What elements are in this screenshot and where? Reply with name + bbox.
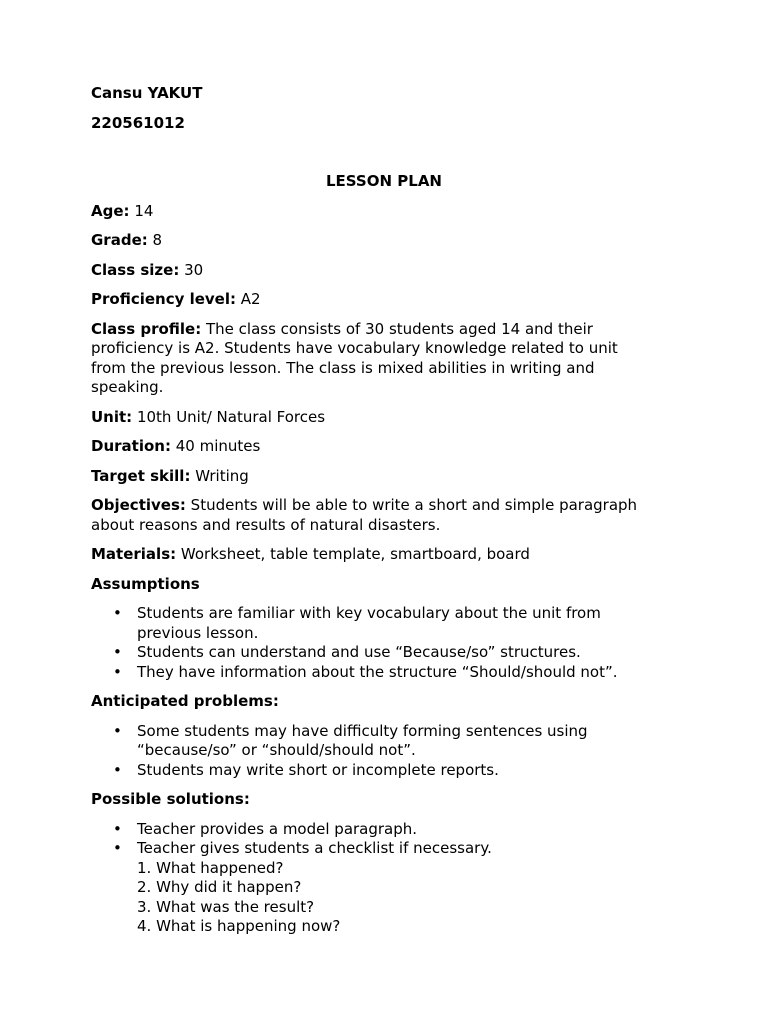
class-profile-line: from the previous lesson. The class is mixed abilities in writing and [91, 358, 595, 377]
proficiency-value: A2 [240, 290, 261, 308]
document-page [91, 84, 681, 937]
bullet-icon: • [113, 643, 122, 661]
bullet-icon: • [113, 662, 122, 681]
class-size-label: Class size: [91, 260, 180, 279]
proficiency-field [91, 290, 681, 310]
objectives-line: Students will be able to write a short and simple paragraph [190, 496, 638, 514]
checklist-item: 4. What is happening now? [137, 917, 341, 935]
grade-value: 8 [152, 231, 163, 249]
age-value: 14 [134, 201, 154, 220]
bullet-icon: • [113, 760, 122, 779]
grade-label: Grade: [91, 231, 148, 249]
age-label: Age: [91, 201, 130, 220]
bullet-icon: • [113, 604, 122, 622]
age-field [91, 202, 681, 222]
class-profile-line: speaking. [91, 378, 164, 396]
checklist-item: 3. What was the result? [137, 897, 315, 916]
checklist-item: 2. Why did it happen? [137, 878, 302, 896]
unit-field [91, 408, 681, 428]
proficiency-label: Proficiency level: [91, 290, 236, 308]
student-id: 220561012 [91, 113, 185, 132]
materials-label: Materials: [91, 545, 177, 563]
anticipated-problems-heading: Anticipated problems: [91, 692, 279, 710]
possible-solutions-heading: Possible solutions: [91, 790, 250, 808]
class-profile-line: The class consists of 30 students aged 14 and their [206, 319, 593, 338]
duration-value: 40 minutes [175, 437, 261, 455]
grade-field [91, 231, 681, 251]
list-item: • Students can understand and use “Because/so” structures. [113, 643, 581, 661]
objectives-label: Objectives: [91, 496, 186, 514]
list-item: • Students are familiar with key vocabulary about the unit from previous lesson. [113, 604, 601, 642]
duration-field [91, 437, 681, 457]
list-item: • Teacher gives students a checklist if necessary. 1. What happened? 2. Why did it happen? 3. What was the result? 4. What is happening now? [91, 839, 681, 937]
list-item: • Some students may have difficulty forming sentences using “because/so” or “should/should not”. [113, 721, 588, 759]
list-item: • They have information about the structure “Should/should not”. [113, 662, 618, 681]
page-title: LESSON PLAN [326, 172, 442, 190]
bullet-icon: • [113, 839, 122, 857]
list-item: • Teacher provides a model paragraph. [113, 819, 418, 838]
unit-label: Unit: [91, 407, 133, 426]
target-skill-value: Writing [195, 466, 249, 485]
objectives-line: about reasons and results of natural disasters. [91, 515, 441, 534]
objectives-field [91, 496, 681, 535]
class-profile-label: Class profile: [91, 319, 202, 338]
target-skill-label: Target skill: [91, 466, 191, 485]
duration-label: Duration: [91, 437, 171, 455]
anticipated-problems-list [91, 722, 681, 781]
class-profile-line: proficiency is A2. Students have vocabulary knowledge related to unit [91, 339, 618, 357]
materials-value: Worksheet, table template, smartboard, board [180, 545, 530, 563]
class-size-value: 30 [184, 260, 204, 279]
materials-field [91, 545, 681, 565]
unit-value: 10th Unit/ Natural Forces [136, 407, 326, 426]
list-item: • Students may write short or incomplete reports. [113, 760, 499, 779]
assumptions-heading: Assumptions [91, 574, 200, 593]
author-name: Cansu YAKUT [91, 84, 203, 102]
assumptions-list [91, 604, 681, 682]
target-skill-field [91, 467, 681, 487]
bullet-icon: • [113, 721, 122, 740]
class-profile-field [91, 320, 681, 398]
possible-solutions-list [91, 820, 681, 937]
checklist-item: 1. What happened? [137, 858, 284, 877]
bullet-icon: • [113, 819, 122, 838]
class-size-field [91, 261, 681, 281]
